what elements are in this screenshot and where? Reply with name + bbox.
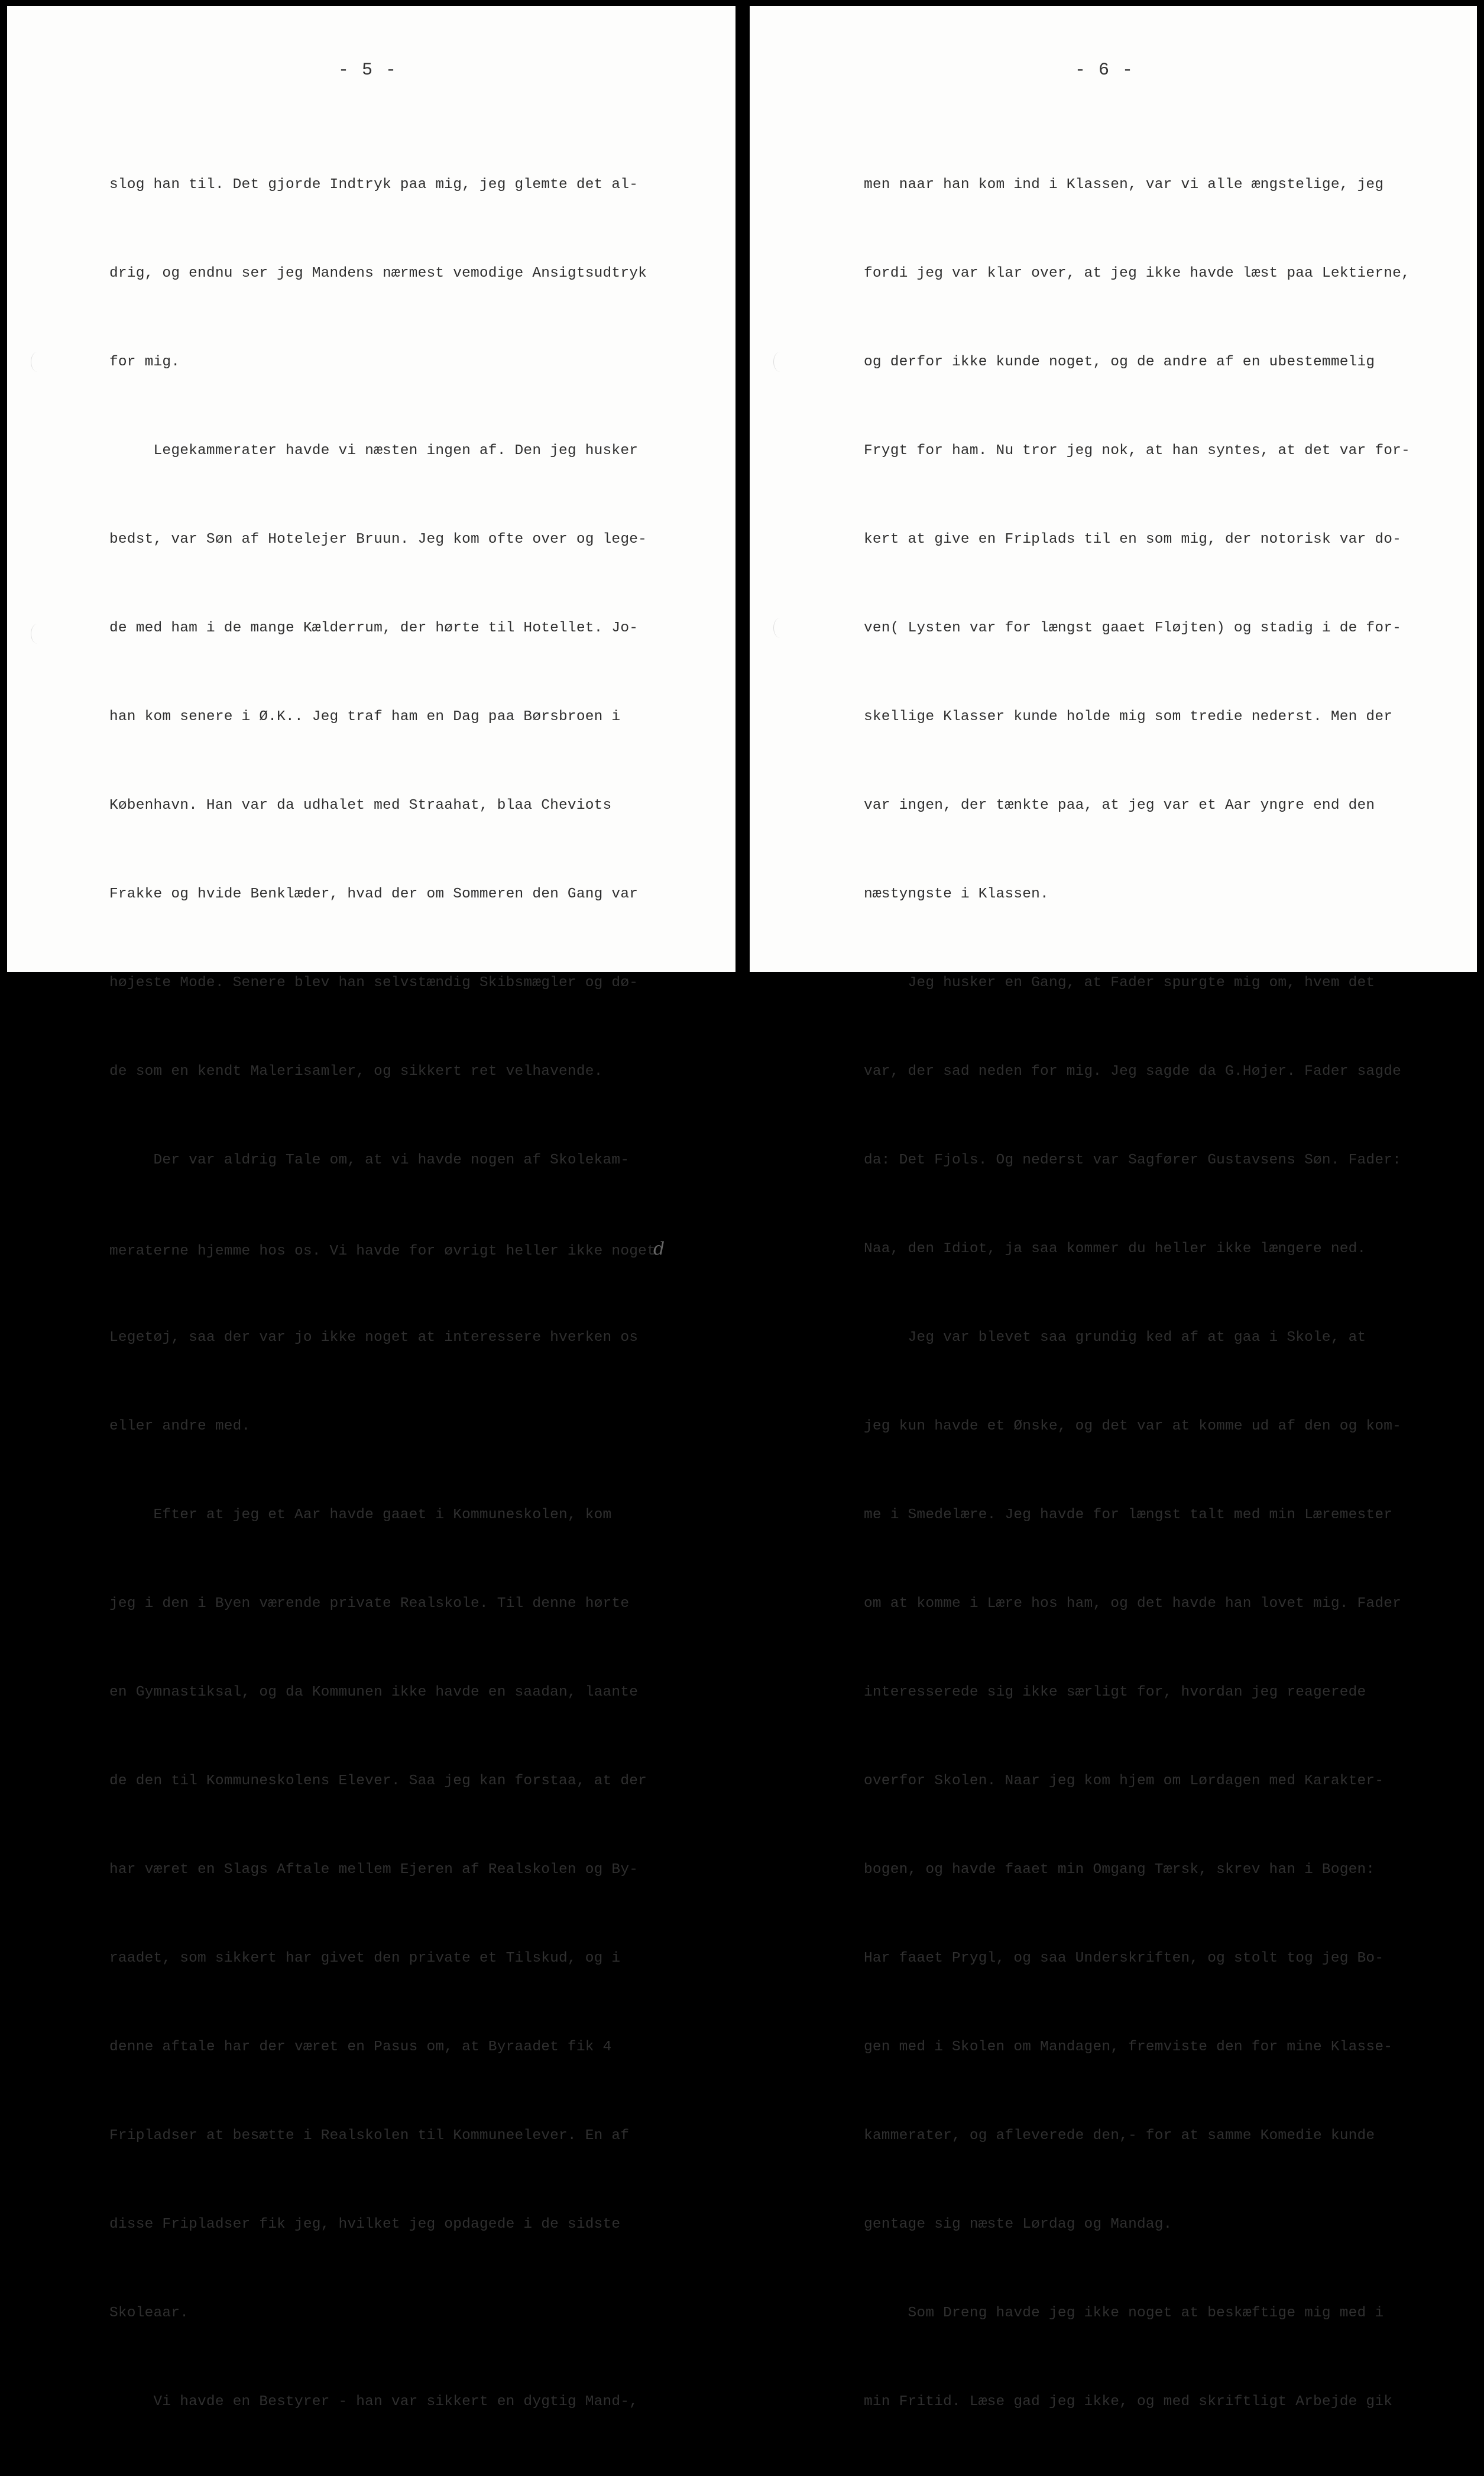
punch-hole-mark [773,618,787,638]
text-line-content: meraterne hjemme hos os. Vi havde for øvrigt heller ikke noget [109,1243,656,1259]
text-line: Skoleaar. [109,2305,189,2321]
text-line: Der var aldrig Tale om, at vi havde nogen af Skolekam- [109,1152,630,1168]
page-body [864,111,1410,2476]
text-line: de som en kendt Malerisamler, og sikkert ret velhavende. [109,1064,603,1080]
text-line: var ingen, der tænkte paa, at jeg var et Aar yngre end den [864,798,1375,814]
text-line: fordi jeg var klar over, at jeg ikke havde læst paa Lektierne, [864,265,1410,281]
text-line: Jeg var blevet saa grundig ked af at gaa i Skole, at [864,1330,1366,1346]
punch-hole-mark [773,352,787,372]
text-line: Jeg husker en Gang, at Fader spurgte mig om, hvem det [864,975,1375,991]
text-line: drig, og endnu ser jeg Mandens nærmest vemodige Ansigtsudtryk [109,265,647,281]
text-line: gentage sig næste Lørdag og Mandag. [864,2216,1172,2232]
text-line: og derfor ikke kunde noget, og de andre af en ubestemmelig [864,354,1375,370]
text-line: overfor Skolen. Naar jeg kom hjem om Lørdagen med Karakter- [864,1773,1384,1789]
text-line: Legekammerater havde vi næsten ingen af. Den jeg husker [109,443,639,459]
page-body [109,111,665,2476]
text-line: Legetøj, saa der var jo ikke noget at interessere hverken os [109,1330,639,1346]
text-line: denne aftale har der været en Pasus om, at Byraadet fik 4 [109,2039,612,2055]
handwritten-correction: d [653,1239,665,1259]
text-line: Frygt for ham. Nu tror jeg nok, at han syntes, at det var for- [864,443,1410,459]
text-line: København. Han var da udhalet med Straahat, blaa Cheviots [109,798,612,814]
text-line: gen med i Skolen om Mandagen, fremviste den for mine Klasse- [864,2039,1393,2055]
text-line: eller andre med. [109,1418,251,1434]
text-line: for mig. [109,354,180,370]
text-line: højeste Mode. Senere blev han selvstændig Skibsmægler og dø- [109,975,639,991]
text-line: har været en Slags Aftale mellem Ejeren af Realskolen og By- [109,1862,639,1878]
text-line: ven( Lysten var for længst gaaet Fløjten) og stadig i de for- [864,620,1402,636]
text-line-annotated [109,1234,665,1264]
text-line: me i Smedelære. Jeg havde for længst talt med min Læremester [864,1507,1393,1523]
text-line: men naar han kom ind i Klassen, var vi alle ængstelige, jeg [864,177,1384,193]
text-line: bedst, var Søn af Hotelejer Bruun. Jeg kom ofte over og lege- [109,532,647,547]
text-line: Frakke og hvide Benklæder, hvad der om Sommeren den Gang var [109,886,639,902]
text-line: Vi havde en Bestyrer - han var sikkert en dygtig Mand-, [109,2394,639,2410]
text-line: Som Dreng havde jeg ikke noget at beskæftige mig med i [864,2305,1384,2321]
text-line: skellige Klasser kunde holde mig som tredie nederst. Men der [864,709,1393,725]
text-line: Efter at jeg et Aar havde gaaet i Kommuneskolen, kom [109,1507,612,1523]
text-line: kert at give en Friplads til en som mig, der notorisk var do- [864,532,1402,547]
text-line: Har faaet Prygl, og saa Underskriften, og stolt tog jeg Bo- [864,1950,1384,1966]
page-number: - 6 - [1074,60,1134,80]
text-line: jeg kun havde et Ønske, og det var at komme ud af den og kom- [864,1418,1402,1434]
text-line: han kom senere i Ø.K.. Jeg traf ham en Dag paa Børsbroen i [109,709,621,725]
text-line: jeg i den i Byen værende private Realskole. Til denne hørte [109,1596,630,1612]
text-line: kammerater, og afleverede den,- for at samme Komedie kunde [864,2128,1375,2144]
text-line: da: Det Fjols. Og nederst var Sagfører Gustavsens Søn. Fader: [864,1152,1402,1168]
text-line: slog han til. Det gjorde Indtryk paa mig, jeg glemte det al- [109,177,639,193]
text-line: om at komme i Lære hos ham, og det havde han lovet mig. Fader [864,1596,1402,1612]
text-line: næstyngste i Klassen. [864,886,1049,902]
page-left [7,6,735,2410]
text-line: interesserede sig ikke særligt for, hvordan jeg reagerede [864,1684,1366,1700]
punch-hole-mark [31,352,44,372]
text-line: en Gymnastiksal, og da Kommunen ikke havde en saadan, laante [109,1684,639,1700]
text-line: raadet, som sikkert har givet den private et Tilskud, og i [109,1950,621,1966]
page-right [750,6,1477,2410]
text-line: bogen, og havde faaet min Omgang Tærsk, skrev han i Bogen: [864,1862,1375,1878]
text-line: var, der sad neden for mig. Jeg sagde da G.Højer. Fader sagde [864,1064,1402,1080]
punch-hole-mark [31,624,44,644]
text-line: de med ham i de mange Kælderrum, der hørte til Hotellet. Jo- [109,620,639,636]
text-line: Fripladser at besætte i Realskolen til Kommuneelever. En af [109,2128,630,2144]
text-line: Naa, den Idiot, ja saa kommer du heller ikke længere ned. [864,1241,1366,1257]
text-line: de den til Kommuneskolens Elever. Saa jeg kan forstaa, at der [109,1773,647,1789]
text-line: disse Fripladser fik jeg, hvilket jeg opdagede i de sidste [109,2216,621,2232]
text-line: min Fritid. Læse gad jeg ikke, og med skriftligt Arbejde gik [864,2394,1393,2410]
page-number: - 5 - [338,60,397,80]
